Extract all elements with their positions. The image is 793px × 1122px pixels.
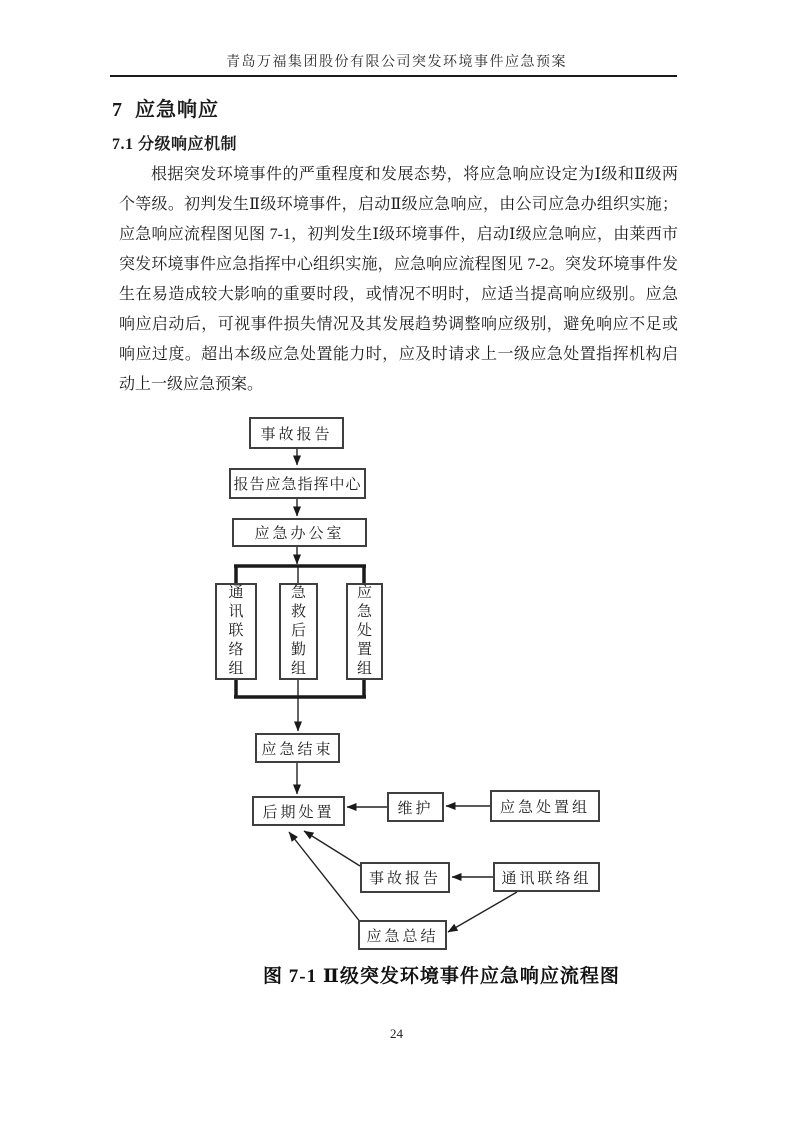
- flow-node-report-command-center: 报告应急指挥中心: [229, 468, 366, 499]
- flow-node-emergency-summary: 应急总结: [358, 920, 447, 950]
- page-number: 24: [390, 1026, 403, 1041]
- flow-node-incident-report-bottom: 事故报告: [360, 862, 450, 893]
- flow-node-label: 应急处置组: [357, 585, 373, 677]
- flow-node-maintenance: 维护: [387, 792, 444, 822]
- header-rule: [110, 75, 677, 77]
- body-paragraph: 根据突发环境事件的严重程度和发展态势，将应急响应设定为Ⅰ级和Ⅱ级两个等级。初判发生Ⅱ级环境事件，启动Ⅱ级应急响应，由公司应急办组织实施；应急响应流程图见图 7-1，初判发生Ⅰ级环境事件，启动Ⅰ级应急响应，由莱西市突发环境事件应急指挥中心组织实施，应急响应流程图见 7-2。突发环境事件发生在易造成较大影响的重要时段，或情况不明时，应适当提高响应级别。应急响应启动后，可视事件损失情况及其发展趋势调整响应级别，避免响应不足或响应过度。超出本级应急处置能力时，应及时请求上一级应急处置指挥机构启动上一级应急预案。: [119, 166, 678, 393]
- flow-node-incident-report-top: 事故报告: [249, 417, 344, 449]
- arrow-comm-to-summary: [448, 892, 517, 932]
- page-header-title: 青岛万福集团股份有限公司突发环境事件应急预案: [226, 55, 567, 70]
- flow-node-post-disposal: 后期处置: [252, 796, 345, 826]
- flow-node-label: 急救后勤组: [291, 585, 307, 677]
- figure-caption: 图 7-1 Ⅱ级突发环境事件应急响应流程图: [263, 966, 620, 987]
- flow-node-communication-liaison-group: 通讯联络组: [493, 862, 600, 892]
- subsection-title: 7.1 分级响应机制: [112, 136, 238, 153]
- flow-node-label: 通讯联络组: [228, 585, 244, 677]
- arrow-summary-to-post: [289, 832, 361, 923]
- flow-node-emergency-office: 应急办公室: [232, 518, 367, 547]
- flow-node-rescue-logistics-group-vertical: [279, 583, 318, 680]
- section-title: 7 应急响应: [112, 99, 219, 121]
- flow-node-communication-liaison-group-vertical: [215, 583, 257, 680]
- flow-node-emergency-disposal-group: 应急处置组: [490, 790, 600, 822]
- flow-node-emergency-disposal-group-vertical: [346, 583, 383, 680]
- flow-node-emergency-end: 应急结束: [255, 733, 340, 763]
